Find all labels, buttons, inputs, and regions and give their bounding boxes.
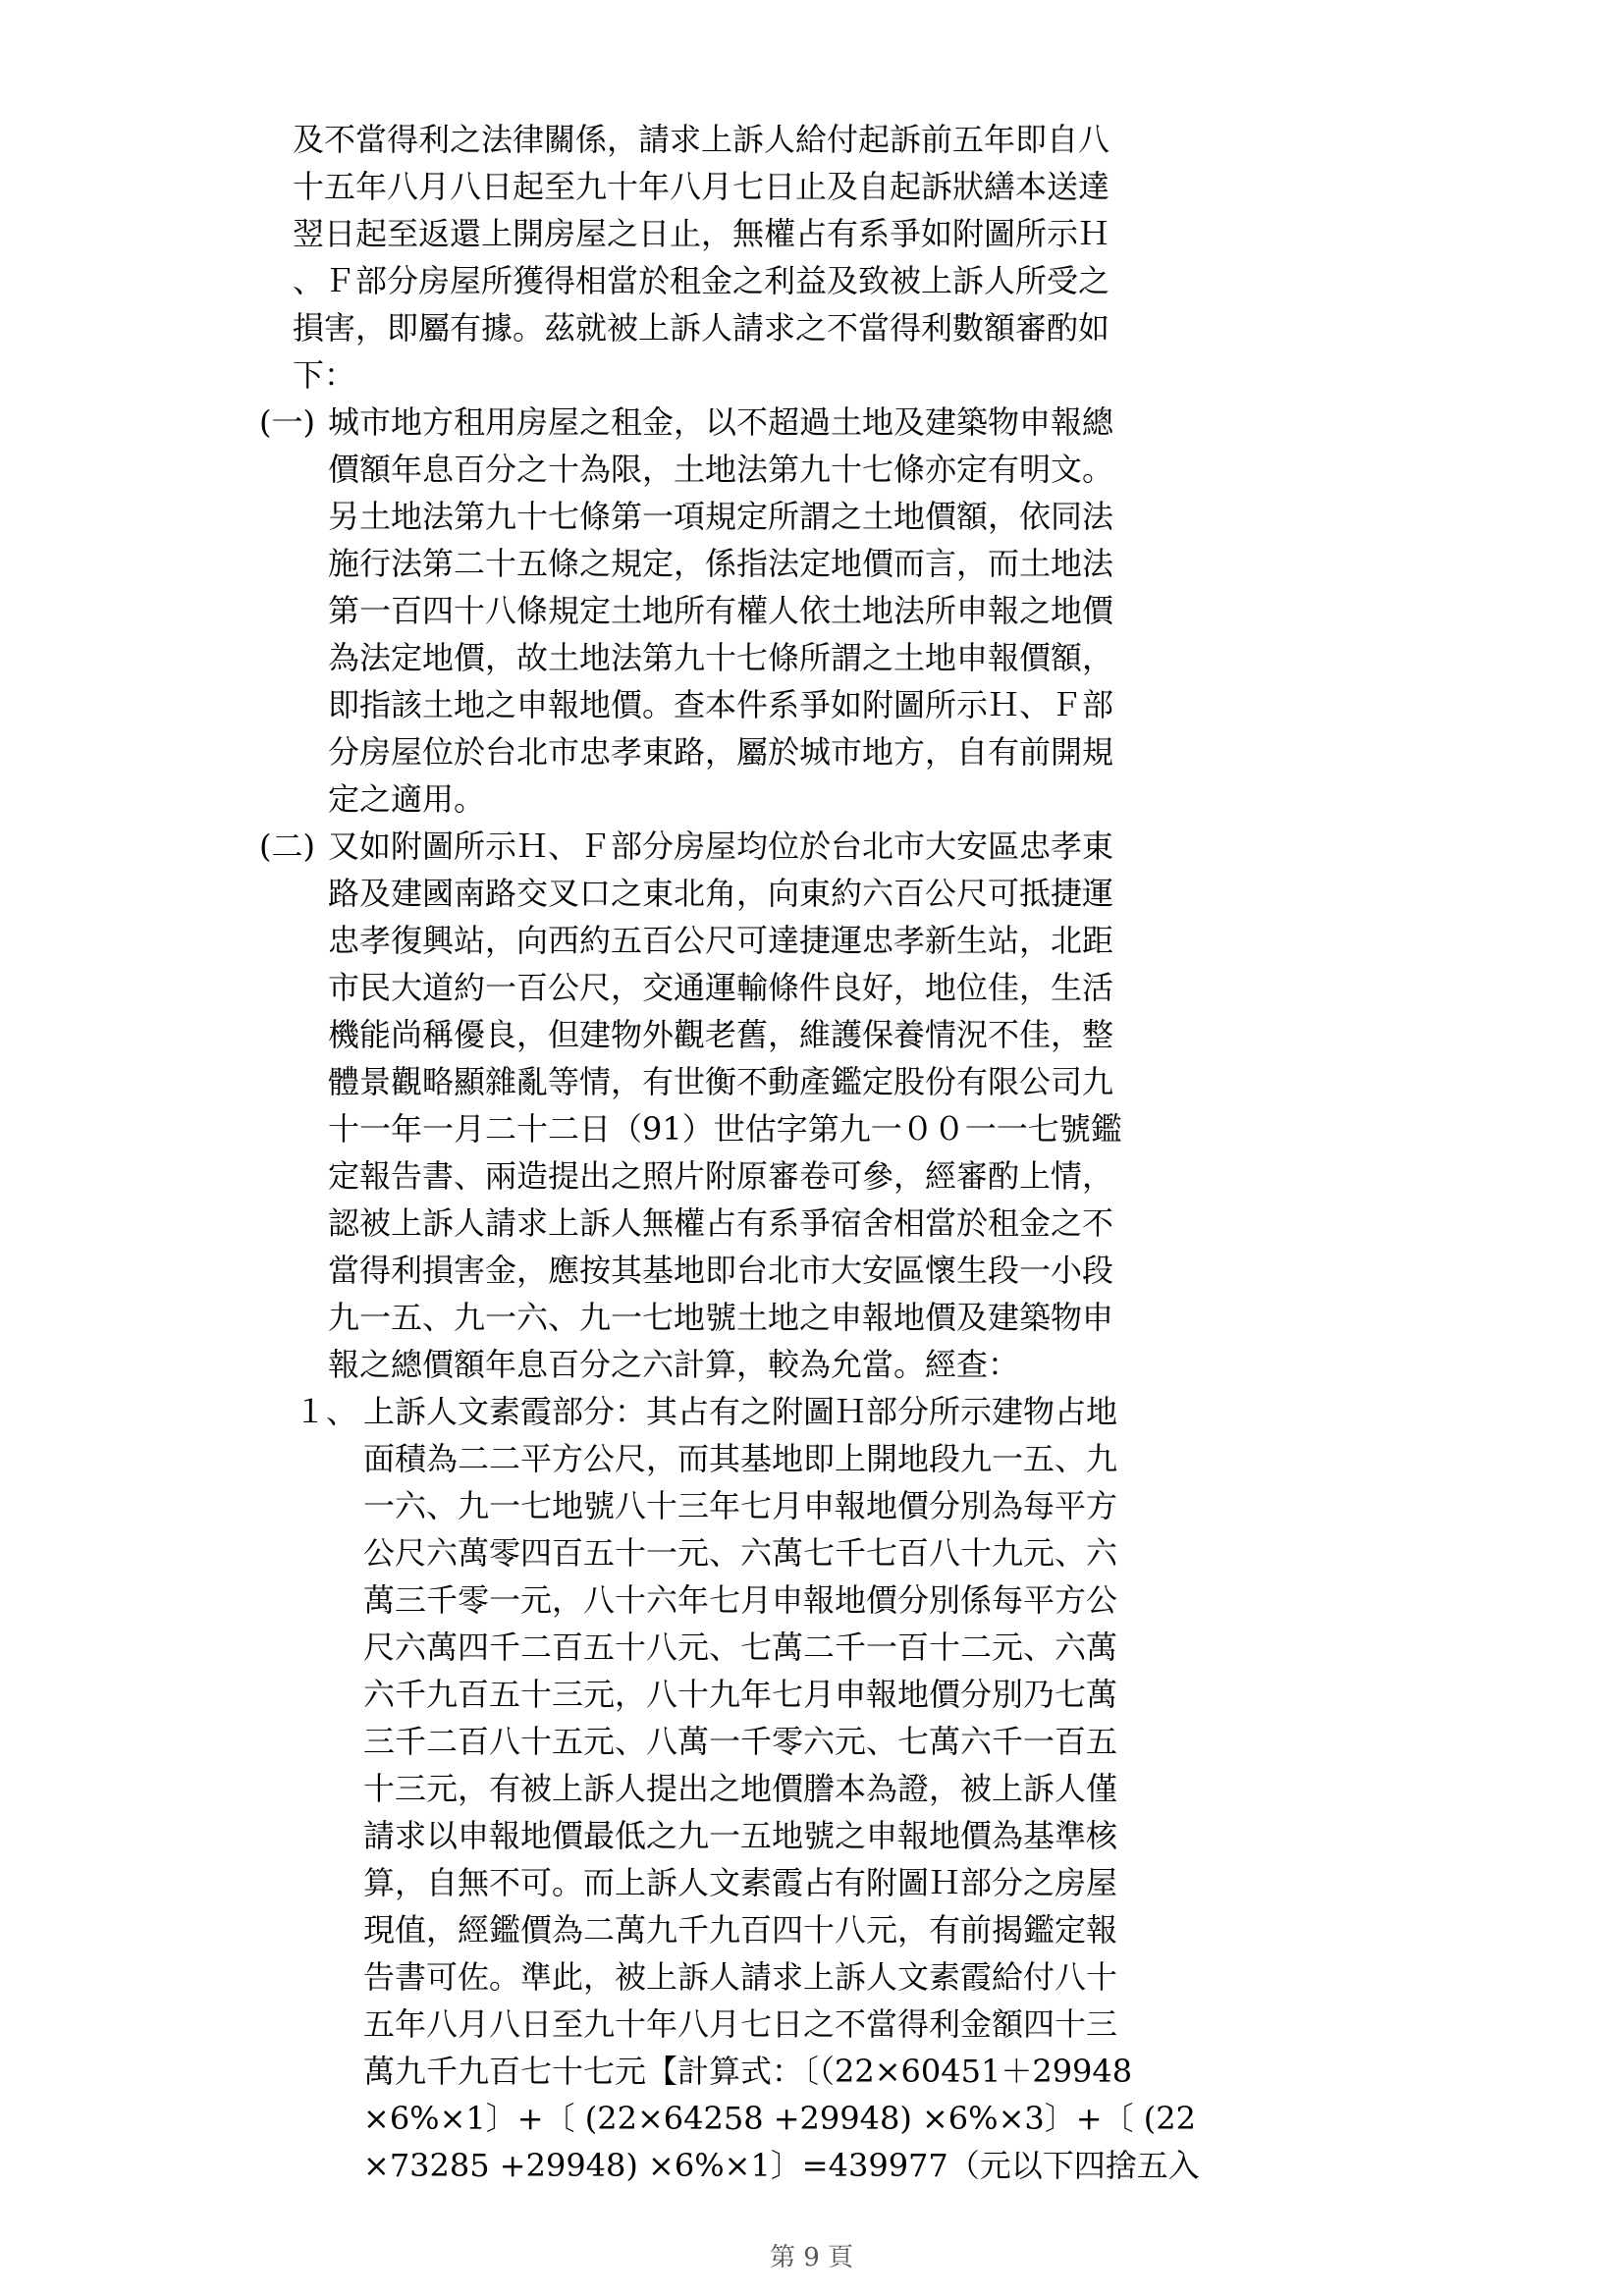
item-1-marker: １、	[295, 1393, 358, 1430]
item-1-line: 現值，經鑑價為二萬九千九百四十八元，有前揭鑑定報	[363, 1911, 1118, 1949]
intro-line: 下：	[293, 356, 356, 394]
section-2-line: 體景觀略顯雜亂等情，有世衡不動產鑑定股份有限公司九	[328, 1063, 1114, 1100]
section-2-line: 路及建國南路交叉口之東北角，向東約六百公尺可抵捷運	[328, 875, 1114, 912]
item-1-line: 萬九千九百七十七元【計算式：〔（22×60451＋29948	[363, 2053, 1133, 2090]
item-1-line: 請求以申報地價最低之九一五地號之申報地價為基準核	[363, 1817, 1118, 1854]
section-2-line: 九一五、九一六、九一七地號土地之申報地價及建築物申	[328, 1299, 1114, 1336]
intro-line: 及不當得利之法律關係，請求上訴人給付起訴前五年即自八	[293, 121, 1110, 158]
section-2-line: 市民大道約一百公尺，交通運輸條件良好，地位佳，生活	[328, 969, 1114, 1006]
item-1-line: 公尺六萬零四百五十一元、六萬七千七百八十九元、六	[363, 1534, 1118, 1572]
section-1-line: 城市地方租用房屋之租金，以不超過土地及建築物申報總	[328, 403, 1114, 441]
section-1-line: 施行法第二十五條之規定，係指法定地價而言，而土地法	[328, 545, 1114, 582]
intro-line: 損害，即屬有據。茲就被上訴人請求之不當得利數額審酌如	[293, 309, 1110, 347]
intro-line: 、Ｆ部分房屋所獲得相當於租金之利益及致被上訴人所受之	[293, 262, 1110, 299]
item-1-line: 算，自無不可。而上訴人文素霞占有附圖Ｈ部分之房屋	[363, 1864, 1118, 1901]
section-2-line: 認被上訴人請求上訴人無權占有系爭宿舍相當於租金之不	[328, 1204, 1114, 1242]
item-1-line: ×6%×1〕+〔 (22×64258 +29948) ×6%×3〕+〔 (22	[363, 2100, 1196, 2137]
intro-line: 十五年八月八日起至九十年八月七日止及自起訴狀繕本送達	[293, 168, 1110, 205]
item-1-line: 三千二百八十五元、八萬一千零六元、七萬六千一百五	[363, 1723, 1118, 1760]
section-1-line: 分房屋位於台北市忠孝東路，屬於城市地方，自有前開規	[328, 733, 1114, 771]
section-2-line: 十一年一月二十二日（91）世估字第九一００一一七號鑑	[328, 1110, 1122, 1148]
item-1-line: 十三元，有被上訴人提出之地價謄本為證，被上訴人僅	[363, 1770, 1118, 1807]
section-1-line: 第一百四十八條規定土地所有權人依土地法所申報之地價	[328, 592, 1114, 629]
section-1-line: 價額年息百分之十為限，土地法第九十七條亦定有明文。	[328, 451, 1114, 488]
section-1-line: 定之適用。	[328, 780, 486, 818]
item-1-line: 六千九百五十三元，八十九年七月申報地價分別乃七萬	[363, 1676, 1118, 1713]
section-2-line: 忠孝復興站，向西約五百公尺可達捷運忠孝新生站，北距	[328, 922, 1114, 959]
section-2-line: 又如附圖所示Ｈ、Ｆ部分房屋均位於台北市大安區忠孝東	[328, 828, 1114, 865]
item-1-line: 面積為二二平方公尺，而其基地即上開地段九一五、九	[363, 1440, 1118, 1477]
item-1-line: 上訴人文素霞部分：其占有之附圖Ｈ部分所示建物占地	[363, 1393, 1118, 1430]
section-2-line: 當得利損害金，應按其基地即台北市大安區懷生段一小段	[328, 1252, 1114, 1289]
item-1-line: 五年八月八日至九十年八月七日之不當得利金額四十三	[363, 2005, 1118, 2043]
section-1-line: 另土地法第九十七條第一項規定所謂之土地價額，依同法	[328, 498, 1114, 535]
section-2-marker: (二)	[259, 828, 315, 865]
item-1-line: 萬三千零一元，八十六年七月申報地價分別係每平方公	[363, 1581, 1118, 1619]
section-1-marker: (一)	[259, 403, 315, 441]
item-1-line: 一六、九一七地號八十三年七月申報地價分別為每平方	[363, 1487, 1118, 1524]
intro-line: 翌日起至返還上開房屋之日止，無權占有系爭如附圖所示Ｈ	[293, 215, 1110, 252]
section-1-line: 為法定地價，故土地法第九十七條所謂之土地申報價額，	[328, 639, 1114, 676]
item-1-line: 尺六萬四千二百五十八元、七萬二千一百十二元、六萬	[363, 1629, 1118, 1666]
section-1-line: 即指該土地之申報地價。查本件系爭如附圖所示Ｈ、Ｆ部	[328, 686, 1114, 723]
section-2-line: 報之總價額年息百分之六計算，較為允當。經查：	[328, 1346, 1020, 1383]
item-1-line: ×73285 +29948) ×6%×1〕=439977（元以下四捨五入	[363, 2147, 1200, 2184]
item-1-line: 告書可佐。準此，被上訴人請求上訴人文素霞給付八十	[363, 1958, 1118, 1996]
page-number: 第 9 頁	[769, 2243, 854, 2272]
section-2-line: 機能尚稱優良，但建物外觀老舊，維護保養情況不佳，整	[328, 1016, 1114, 1053]
section-2-line: 定報告書、兩造提出之照片附原審卷可參，經審酌上情，	[328, 1157, 1114, 1195]
